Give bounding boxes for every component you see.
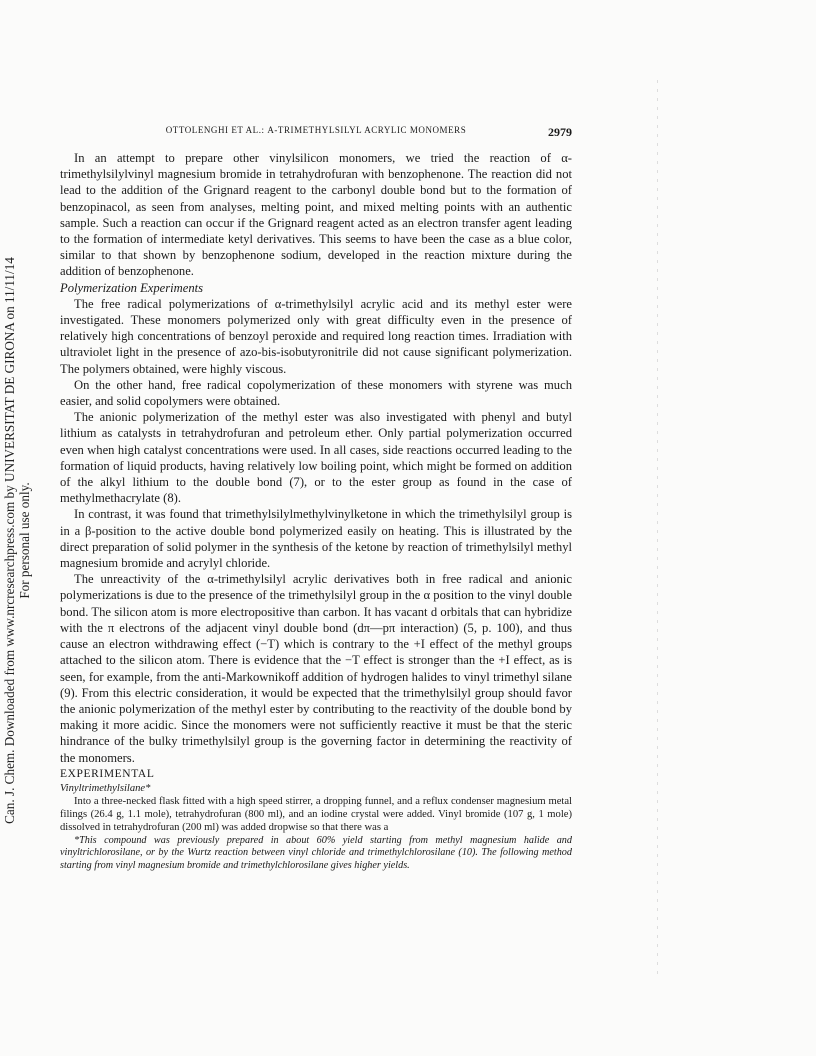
page-header (60, 125, 572, 140)
paragraph: Into a three-necked flask fitted with a high speed stirrer, a dropping funnel, and a reflux condenser magnesium metal filings (26.4 g, 1.1 mole), tetrahydrofuran (800 ml), and an iodine crystal were added. Vinyl bromide (107 g, 1 mole) dissolved in tetrahydrofuran (200 ml) was added dropwise so that there was a (60, 795, 572, 833)
page-number: 2979 (548, 125, 572, 139)
watermark-line-1: Can. J. Chem. Downloaded from www.nrcresearchpress.com by UNIVERSITAT DE GIRONA on 11/11/14 (1, 256, 17, 824)
running-title: OTTOLENGHI ET AL.: Α-TRIMETHYLSILYL ACRYLIC MONOMERS (165, 125, 467, 135)
paragraph: In an attempt to prepare other vinylsilicon monomers, we tried the reaction of α-trimethylsilylvinyl magnesium bromide in tetrahydrofuran with benzophenone. The reaction did not lead to the addition of the Grignard reagent to the carbonyl double bond but to the formation of benzopinacol, as seen from analyses, melting point, and mixed melting points with an authentic sample. Such a reaction can occur if the Grignard reagent acted as an electron transfer agent leading to the formation of intermediate ketyl derivatives. This seems to have been the case as a blue color, similar to that shown by benzophenone sodium, developed in the reaction mixture during the addition of benzophenone. (60, 151, 572, 279)
subsection-heading: Vinyltrimethylsilane* (60, 782, 151, 794)
watermark-line-2: For personal use only. (16, 481, 32, 599)
paragraph: The anionic polymerization of the methyl ester was also investigated with phenyl and butyl lithium as catalysts in tetrahydrofuran and petroleum ether. Only partial polymerization occurred even when high catalyst concentrations were used. In all cases, side reactions occurred leading to the formation of liquid products, having relatively low boiling point, which might be formed on addition of the alkyl lithium to the double bond (7), or to the ester group as found in the case of methylmethacrylate (8). (60, 410, 572, 506)
paragraph: The unreactivity of the α-trimethylsilyl acrylic derivatives both in free radical and anionic polymerizations is due to the presence of the trimethylsilyl group in the α position to the vinyl double bond. The silicon atom is more electropositive than carbon. It has vacant d orbitals that can hybridize with the π electrons of the adjacent vinyl double bond (dπ—pπ interaction) (5, p. 100), and thus cause an electron withdrawing effect (−T) which is contrary to the +I effect of the methyl groups attached to the silicon atom. There is evidence that the −T effect is stronger than the +I effect, as is seen, for example, from the anti-Markownikoff addition of hydrogen halides to vinyl trimethyl silane (9). From this electric consideration, it would be expected that the trimethylsilyl group should favor the anionic polymerization of the methyl ester by contributing to the reactivity of the double bond by making it more acidic. Since the monomers were not sufficiently reactive it must be that the steric hindrance of the bulky trimethylsilyl group is the governing factor in determining the reactivity of the monomers. (60, 572, 572, 765)
section-heading: Polymerization Experiments (60, 280, 204, 295)
download-watermark (0, 175, 34, 905)
footnote: *This compound was previously prepared in about 60% yield starting from methyl magnesium halide and vinyltrichlorosilane, or by the Wurtz reaction between vinyl chloride and trimethylchlorosilane (10). The following method starting from vinyl magnesium bromide and trimethylchlorosilane gives higher yields. (60, 834, 572, 871)
scan-margin-artifact (657, 80, 658, 980)
article-body (60, 150, 572, 872)
paragraph: On the other hand, free radical copolymerization of these monomers with styrene was much easier, and solid copolymers were obtained. (60, 377, 572, 409)
experimental-title: EXPERIMENTAL (60, 767, 155, 780)
paragraph: The free radical polymerizations of α-trimethylsilyl acrylic acid and its methyl ester were investigated. These monomers polymerized only with great difficulty even in the presence of relatively high concentrations of benzoyl peroxide and required long reaction times. Irradiation with ultraviolet light in the presence of azo-bis-isobutyronitrile did not cause significant polymerization. The polymers obtained, were highly viscous. (60, 296, 572, 376)
paragraph: In contrast, it was found that trimethylsilylmethylvinylketone in which the trimethylsilyl group is in a β-position to the active double bond polymerized easily on heating. This is illustrated by the direct preparation of solid polymer in the synthesis of the ketone by reaction of trimethylsilyl methyl magnesium bromide and acrylyl chloride. (60, 507, 572, 571)
